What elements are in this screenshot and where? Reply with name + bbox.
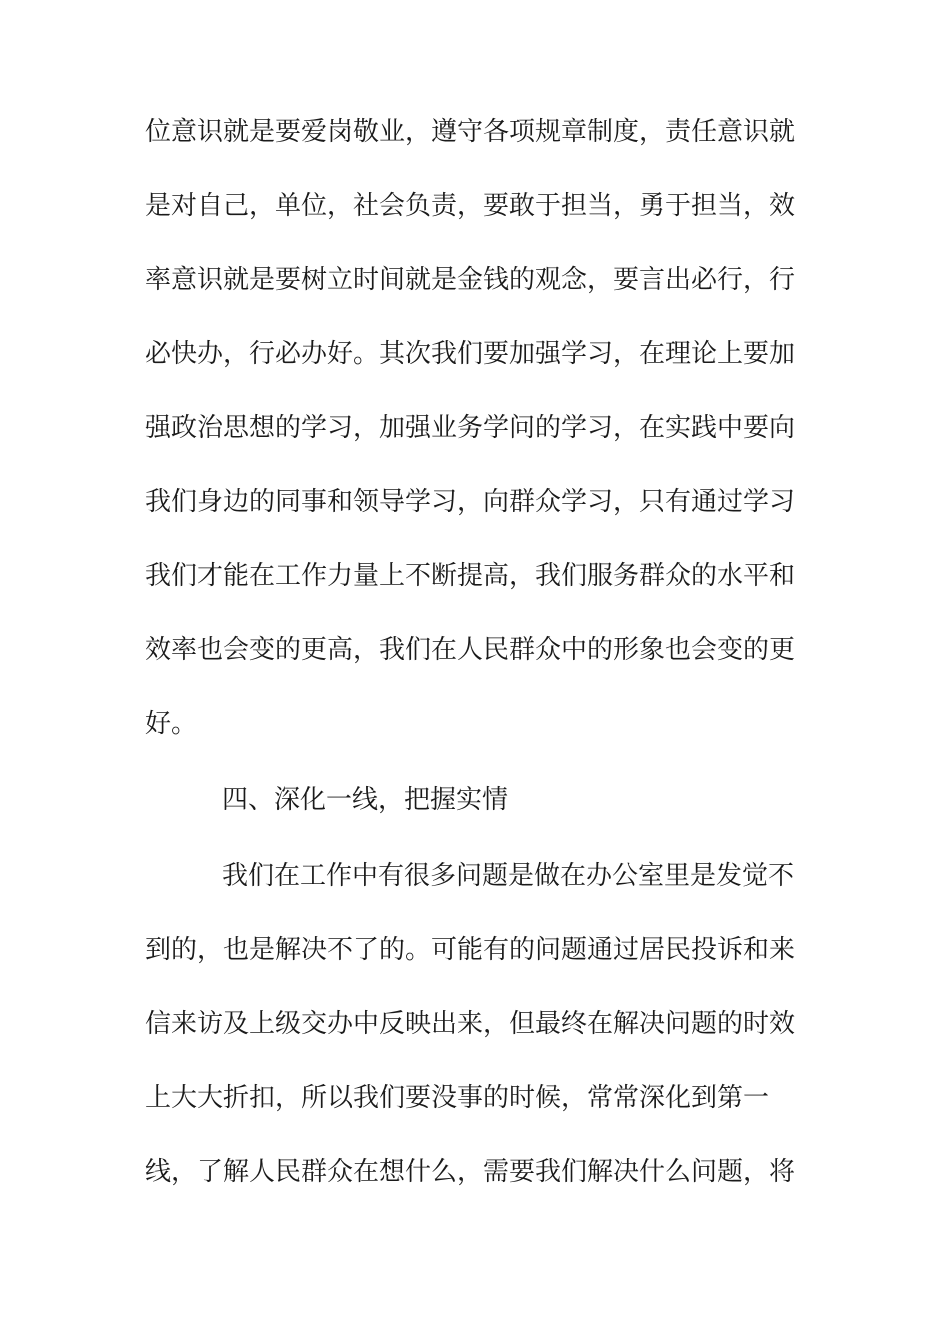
body-text-line: 必快办，行必办好。其次我们要加强学习，在理论上要加: [145, 339, 796, 369]
body-text-line: 到的，也是解决不了的。可能有的问题通过居民投诉和来: [145, 935, 796, 965]
body-text-line: 好。: [145, 709, 198, 739]
section-heading: 四、深化一线，把握实情: [222, 785, 509, 815]
body-text-line: 我们在工作中有很多问题是做在办公室里是发觉不: [222, 861, 795, 891]
body-text-line: 位意识就是要爱岗敬业，遵守各项规章制度，责任意识就: [145, 117, 796, 147]
body-text-line: 线，了解人民群众在想什么，需要我们解决什么问题，将: [145, 1157, 796, 1187]
body-text-line: 效率也会变的更高，我们在人民群众中的形象也会变的更: [145, 635, 796, 665]
body-text-line: 上大大折扣，所以我们要没事的时候，常常深化到第一: [145, 1083, 770, 1113]
body-text-line: 率意识就是要树立时间就是金钱的观念，要言出必行，行: [145, 265, 796, 295]
body-text-line: 我们才能在工作力量上不断提高，我们服务群众的水平和: [145, 561, 796, 591]
body-text-line: 强政治思想的学习，加强业务学问的学习，在实践中要向: [145, 413, 796, 443]
body-text-line: 信来访及上级交办中反映出来，但最终在解决问题的时效: [145, 1009, 796, 1039]
body-text-line: 我们身边的同事和领导学习，向群众学习，只有通过学习: [145, 487, 796, 517]
body-text-line: 是对自己，单位，社会负责，要敢于担当，勇于担当，效: [145, 191, 796, 221]
